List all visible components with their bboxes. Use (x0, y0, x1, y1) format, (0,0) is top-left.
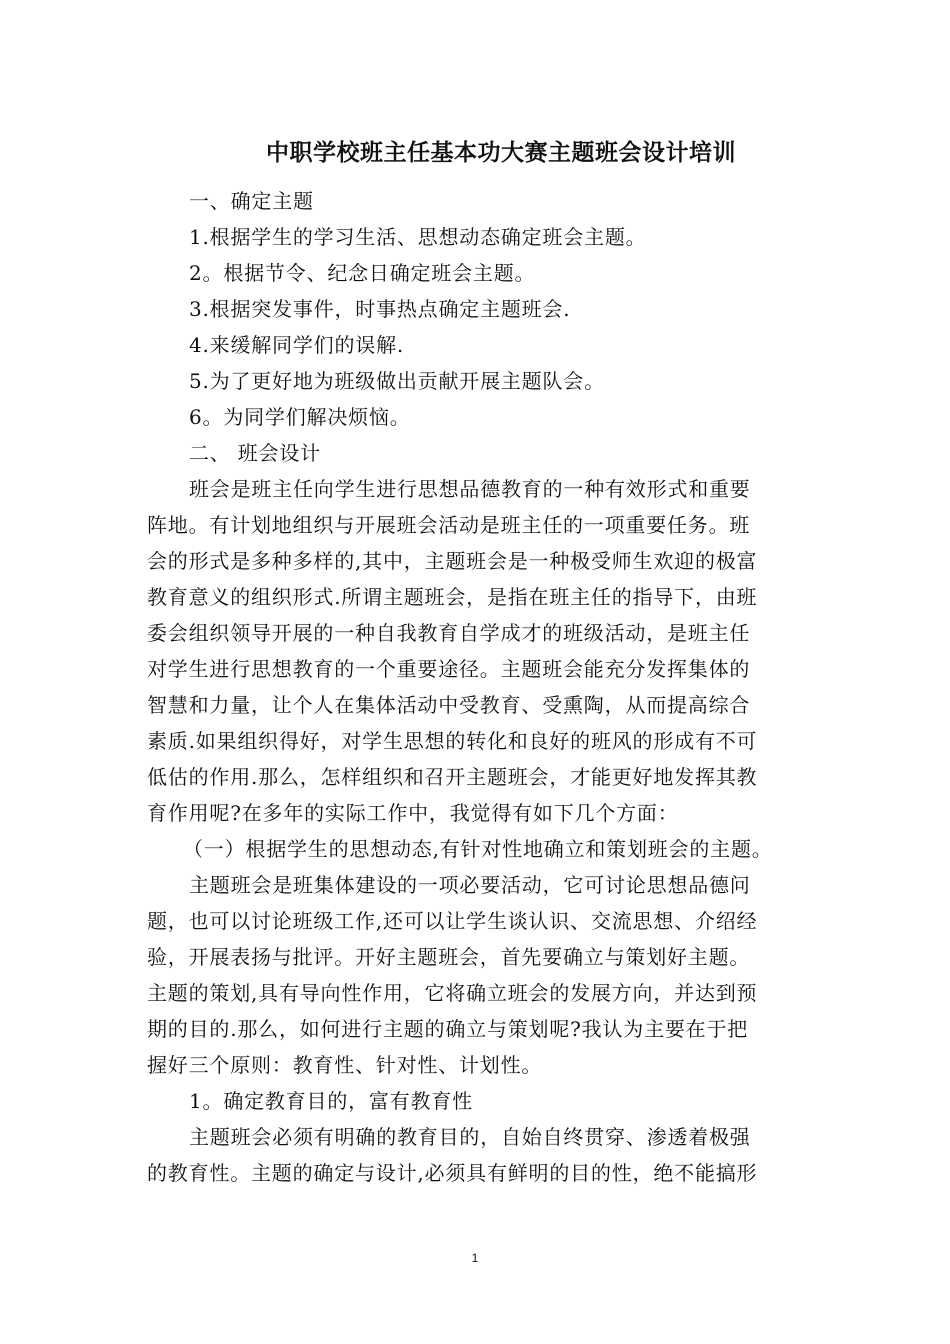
paragraph-line: 委会组织领导开展的一种自我教育自学成才的班级活动，是班主任 (147, 621, 751, 645)
paragraph-line: 对学生进行思想教育的一个重要途径。主题班会能充分发挥集体的 (147, 657, 751, 681)
list-item: 4.来缓解同学们的误解. (189, 333, 405, 357)
page-number: 1 (471, 1251, 479, 1265)
paragraph-line: 握好三个原则：教育性、针对性、计划性。 (147, 1053, 543, 1077)
subsection-heading: （一）根据学生的思想动态,有针对性地确立和策划班会的主题。 (183, 837, 773, 861)
list-item: 6。为同学们解决烦恼。 (189, 405, 411, 429)
paragraph-line: 主题班会必须有明确的教育目的，自始自终贯穿、渗透着极强 (189, 1125, 751, 1149)
list-item: 1.根据学生的学习生活、思想动态确定班会主题。 (189, 225, 647, 249)
list-item: 3.根据突发事件，时事热点确定主题班会. (189, 297, 571, 321)
paragraph-line: 素质.如果组织得好，对学生思想的转化和良好的班风的形成有不可 (147, 729, 758, 753)
paragraph-line: 的教育性。主题的确定与设计,必须具有鲜明的目的性，绝不能搞形 (147, 1161, 758, 1185)
paragraph-line: 班会是班主任向学生进行思想品德教育的一种有效形式和重要 (189, 477, 751, 501)
paragraph-line: 题，也可以讨论班级工作,还可以让学生谈认识、交流思想、介绍经 (147, 909, 758, 933)
paragraph-line: 期的目的.那么，如何进行主题的确立与策划呢?我认为主要在于把 (147, 1017, 749, 1041)
list-item: 2。根据节令、纪念日确定班会主题。 (189, 261, 536, 285)
section-heading-1: 一、确定主题 (189, 189, 314, 213)
list-item: 5.为了更好地为班级做出贡献开展主题队会。 (189, 369, 605, 393)
document-title: 中职学校班主任基本功大赛主题班会设计培训 (266, 139, 736, 166)
paragraph-line: 育作用呢?在多年的实际工作中，我觉得有如下几个方面： (147, 801, 679, 825)
paragraph-line: 主题的策划,具有导向性作用，它将确立班会的发展方向，并达到预 (147, 981, 758, 1005)
paragraph-line: 教育意义的组织形式.所谓主题班会，是指在班主任的指导下，由班 (147, 585, 758, 609)
paragraph-line: 主题班会是班集体建设的一项必要活动，它可讨论思想品德问 (189, 873, 751, 897)
paragraph-line: 阵地。有计划地组织与开展班会活动是班主任的一项重要任务。班 (147, 513, 751, 537)
paragraph-line: 智慧和力量，让个人在集体活动中受教育、受熏陶，从而提高综合 (147, 693, 751, 717)
section-heading-2: 二、 班会设计 (189, 441, 321, 465)
paragraph-line: 验，开展表扬与批评。开好主题班会，首先要确立与策划好主题。 (147, 945, 751, 969)
paragraph-line: 会的形式是多种多样的,其中，主题班会是一种极受师生欢迎的极富 (147, 549, 758, 573)
subsection-item: 1。确定教育目的，富有教育性 (189, 1089, 473, 1113)
paragraph-line: 低估的作用.那么，怎样组织和召开主题班会，才能更好地发挥其教 (147, 765, 758, 789)
